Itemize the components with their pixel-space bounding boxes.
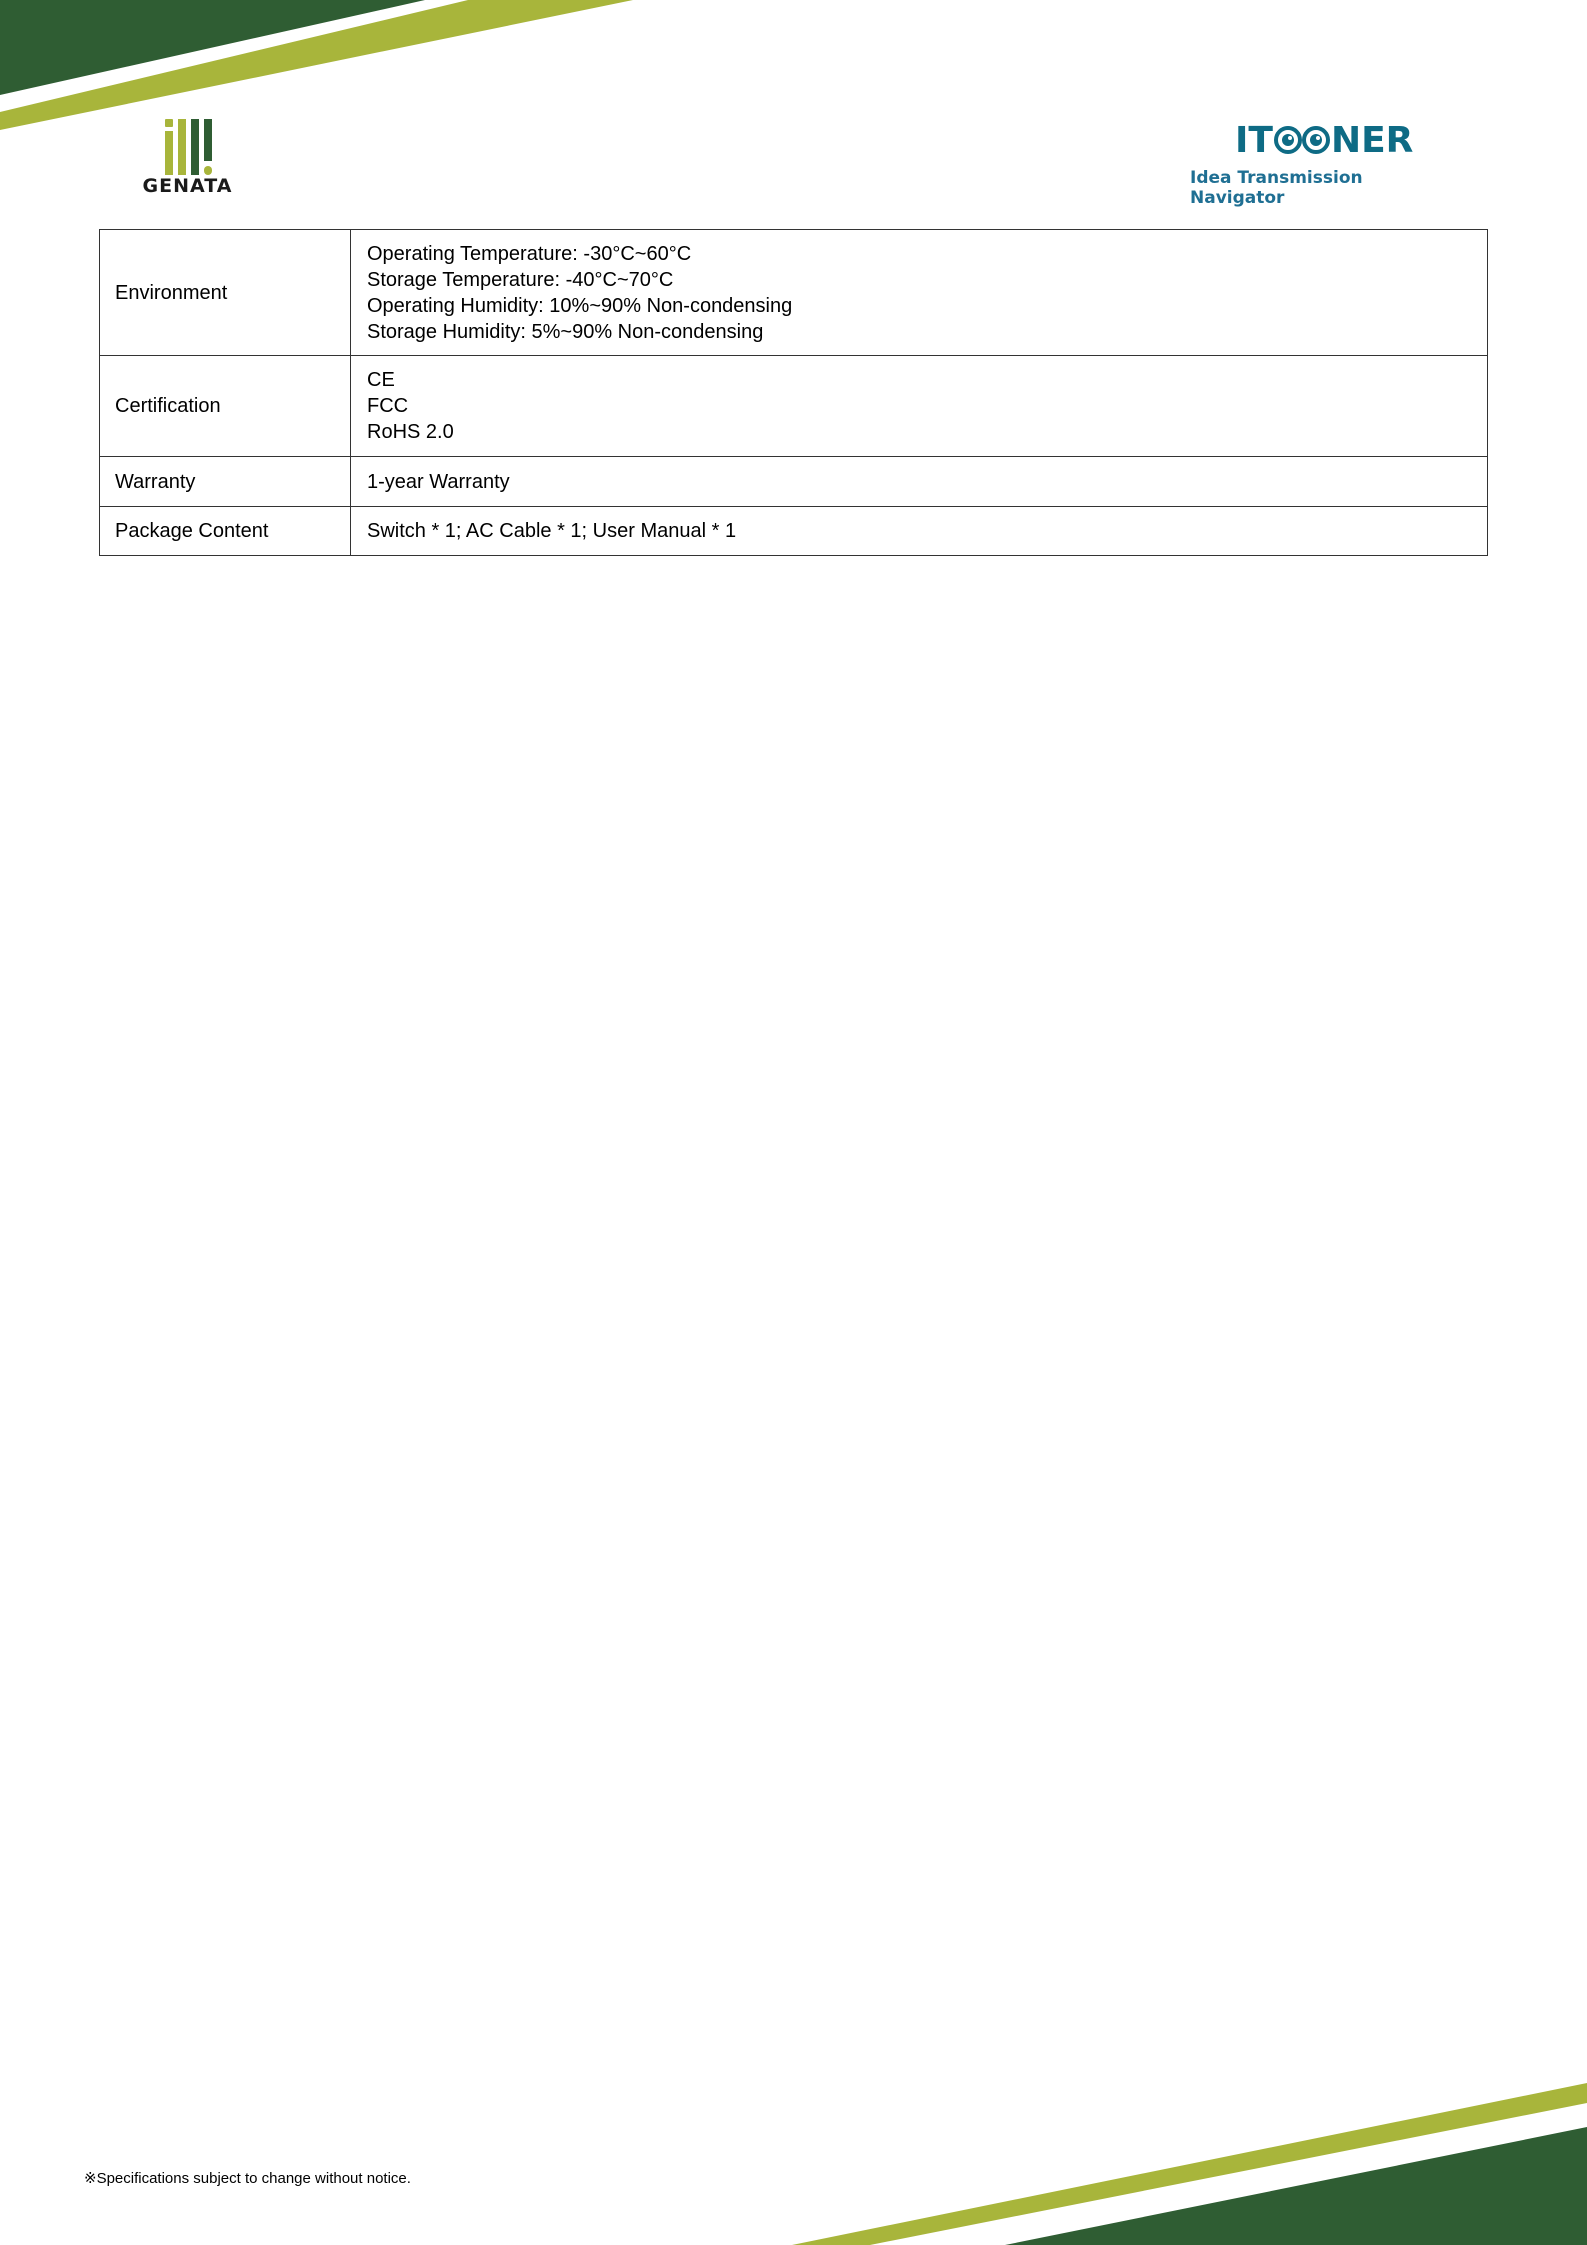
spec-label: Environment bbox=[100, 230, 351, 356]
spec-value-line: Switch * 1; AC Cable * 1; User Manual * 1 bbox=[367, 520, 737, 542]
genata-logo bbox=[135, 115, 240, 200]
spec-table bbox=[99, 229, 1488, 556]
itooner-wordmark bbox=[1235, 118, 1413, 162]
spec-label: Certification bbox=[100, 356, 351, 457]
spec-value bbox=[351, 356, 1488, 457]
footnote: ※Specifications subject to change without notice. bbox=[84, 2170, 411, 2187]
itooner-tagline: Idea Transmission Navigator bbox=[1190, 168, 1363, 208]
spec-value-line: Storage Humidity: 5%~90% Non-condensing bbox=[367, 320, 764, 343]
spec-row-warranty bbox=[100, 457, 1488, 507]
spec-row-certification bbox=[100, 356, 1488, 457]
spec-label: Warranty bbox=[100, 457, 351, 507]
genata-bars-icon bbox=[163, 119, 215, 175]
itooner-logo bbox=[1180, 118, 1460, 208]
spec-value-line: FCC bbox=[367, 395, 409, 417]
itooner-wordmark-start: IT bbox=[1235, 119, 1273, 161]
spec-label: Package Content bbox=[100, 507, 351, 556]
spec-value bbox=[351, 457, 1488, 507]
bottom-right-lime-stripe bbox=[792, 2083, 1587, 2245]
top-left-lime-stripe bbox=[0, 0, 633, 130]
spec-value-line: RoHS 2.0 bbox=[367, 421, 454, 443]
genata-wordmark: GENATA bbox=[142, 175, 233, 197]
spec-value-line: Operating Temperature: -30°C~60°C bbox=[367, 242, 692, 265]
spec-value-line: CE bbox=[367, 369, 395, 391]
top-left-dark-band bbox=[0, 0, 425, 95]
spec-value bbox=[351, 507, 1488, 556]
spec-value-line: Operating Humidity: 10%~90% Non-condensing bbox=[367, 294, 793, 317]
spec-row-package-content bbox=[100, 507, 1488, 556]
bottom-right-dark-band bbox=[1005, 2127, 1587, 2245]
spec-value-line: Storage Temperature: -40°C~70°C bbox=[367, 268, 674, 291]
itooner-eyes-icon bbox=[1274, 125, 1330, 155]
spec-value bbox=[351, 230, 1488, 356]
spec-row-environment bbox=[100, 230, 1488, 356]
spec-value-line: 1-year Warranty bbox=[367, 470, 510, 493]
itooner-wordmark-end: NER bbox=[1330, 119, 1414, 161]
